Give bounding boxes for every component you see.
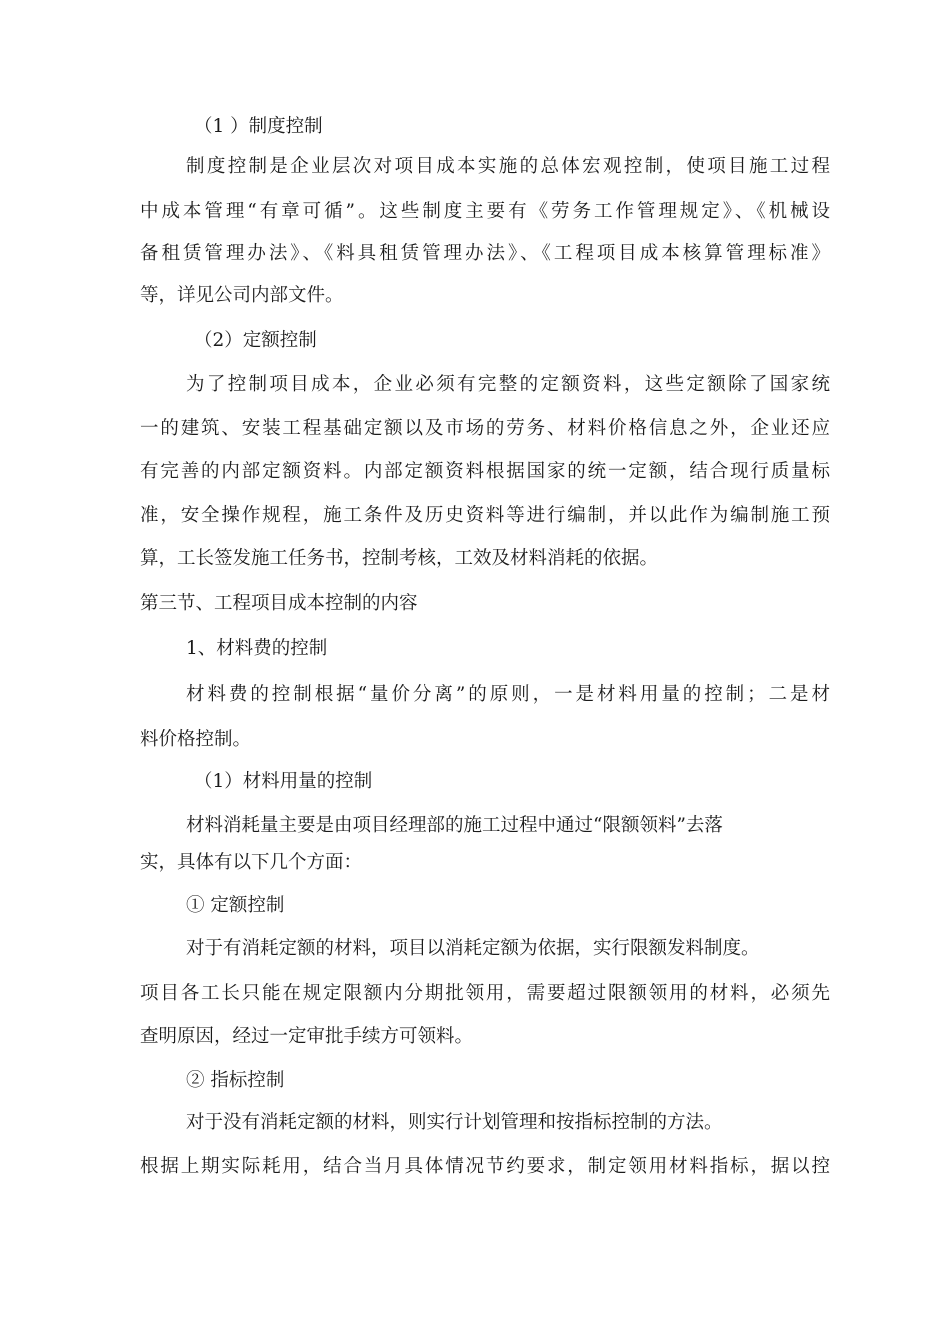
heading-material-usage-control: （1）材料用量的控制: [194, 771, 373, 792]
paragraph-line: 为了控制项目成本，企业必须有完整的定额资料，这些定额除了国家统: [186, 374, 830, 395]
paragraph-line: 料价格控制。: [140, 729, 252, 750]
paragraph-line: 制度控制是企业层次对项目成本实施的总体宏观控制，使项目施工过程: [186, 156, 830, 177]
heading-index-control-item: ② 指标控制: [186, 1070, 285, 1091]
heading-system-control: （1 ）制度控制: [194, 116, 323, 137]
paragraph-line: 根据上期实际耗用，结合当月具体情况节约要求，制定领用材料指标，据以控: [140, 1156, 830, 1177]
heading-quota-control-item: ① 定额控制: [186, 895, 285, 916]
paragraph-line: 准，安全操作规程，施工条件及历史资料等进行编制，并以此作为编制施工预: [140, 505, 830, 526]
paragraph-line: 实，具体有以下几个方面：: [140, 852, 363, 873]
paragraph-line: 项目各工长只能在规定限额内分期批领用，需要超过限额领用的材料，必须先: [140, 983, 830, 1004]
paragraph-line: 等，详见公司内部文件。: [140, 285, 344, 306]
paragraph-line: 查明原因，经过一定审批手续方可领料。: [140, 1026, 474, 1047]
subsection-heading-material-cost: 1、材料费的控制: [186, 638, 328, 659]
paragraph-line: 有完善的内部定额资料。内部定额资料根据国家的统一定额，结合现行质量标: [140, 461, 830, 482]
paragraph-line: 对于有消耗定额的材料，项目以消耗定额为依据，实行限额发料制度。: [186, 938, 760, 959]
paragraph-line: 材料费的控制根据“量价分离”的原则，一是材料用量的控制；二是材: [186, 684, 830, 705]
paragraph-line: 备租赁管理办法》、《料具租赁管理办法》、《工程项目成本核算管理标准》: [140, 243, 830, 264]
paragraph-line: 算，工长签发施工任务书，控制考核，工效及材料消耗的依据。: [140, 548, 659, 569]
paragraph-line: 对于没有消耗定额的材料，则实行计划管理和按指标控制的方法。: [186, 1112, 723, 1133]
paragraph-line: 材料消耗量主要是由项目经理部的施工过程中通过“限额领料”去落: [186, 815, 723, 836]
paragraph-line: 中成本管理“有章可循”。这些制度主要有《劳务工作管理规定》、《机械设: [140, 201, 830, 222]
section-heading: 第三节、工程项目成本控制的内容: [140, 593, 418, 614]
heading-quota-control: （2）定额控制: [194, 330, 317, 351]
paragraph-line: 一的建筑、安装工程基础定额以及市场的劳务、材料价格信息之外，企业还应: [140, 418, 830, 439]
